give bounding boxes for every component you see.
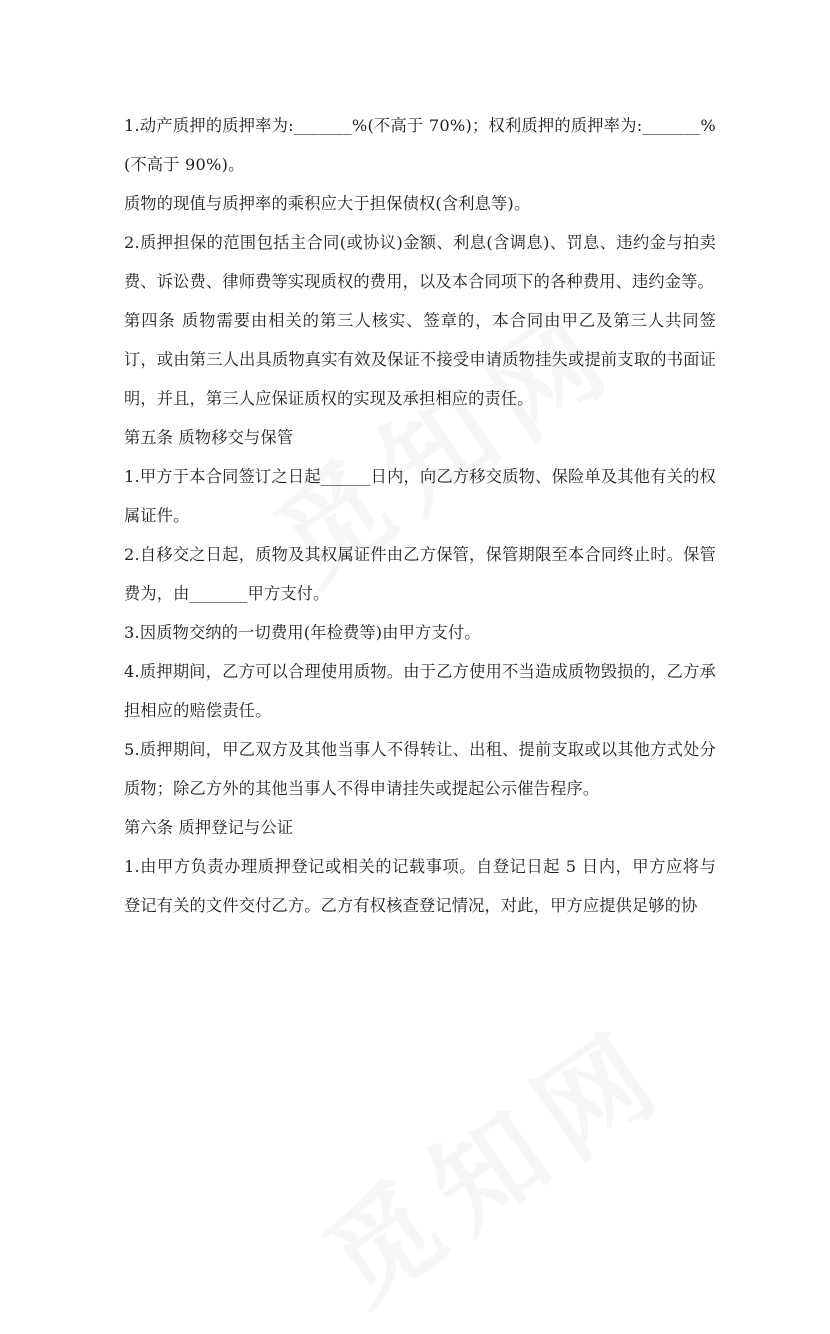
paragraph-article-5-item-4: 4.质押期间，乙方可以合理使用质物。由于乙方使用不当造成质物毁损的，乙方承担相应的赔偿责任。: [124, 662, 716, 720]
paragraph-article-6-item-1: 1.由甲方负责办理质押登记或相关的记载事项。自登记日起 5 日内，甲方应将与登记有关的文件交付乙方。乙方有权核查登记情况，对此，甲方应提供足够的协: [124, 857, 716, 915]
watermark: [289, 984, 694, 1334]
document-body: [124, 106, 716, 925]
paragraph-article-5-item-1: 1.甲方于本合同签订之日起______日内，向乙方移交质物、保险单及其他有关的权属证件。: [124, 467, 716, 525]
heading-article-5: 第五条 质物移交与保管: [124, 428, 294, 447]
heading-article-6: 第六条 质押登记与公证: [124, 818, 294, 837]
paragraph-guarantee-scope: 2.质押担保的范围包括主合同(或协议)金额、利息(含调息)、罚息、违约金与拍卖费、诉讼费、律师费等实现质权的费用，以及本合同项下的各种费用、违约金等。: [124, 233, 716, 291]
paragraph-article-4: 第四条 质物需要由相关的第三人核实、签章的，本合同由甲乙及第三人共同签订，或由第三人出具质物真实有效及保证不接受申请质物挂失或提前支取的书面证明，并且，第三人应保证质权的实现及承担相应的责任。: [124, 311, 716, 408]
paragraph-article-5-item-2: 2.自移交之日起，质物及其权属证件由乙方保管，保管期限至本合同终止时。保管费为，由_______甲方支付。: [124, 545, 716, 603]
paragraph-article-5-item-3: 3.因质物交纳的一切费用(年检费等)由甲方支付。: [124, 623, 481, 642]
paragraph-pledge-value: 质物的现值与质押率的乘积应大于担保债权(含利息等)。: [124, 194, 531, 213]
paragraph-article-5-item-5: 5.质押期间，甲乙双方及其他当事人不得转让、出租、提前支取或以其他方式处分质物；除乙方外的其他当事人不得申请挂失或提起公示催告程序。: [124, 740, 716, 798]
paragraph-pledge-rate: 1.动产质押的质押率为:_______%(不高于 70%)；权利质押的质押率为:_______%(不高于 90%)。: [124, 116, 716, 174]
